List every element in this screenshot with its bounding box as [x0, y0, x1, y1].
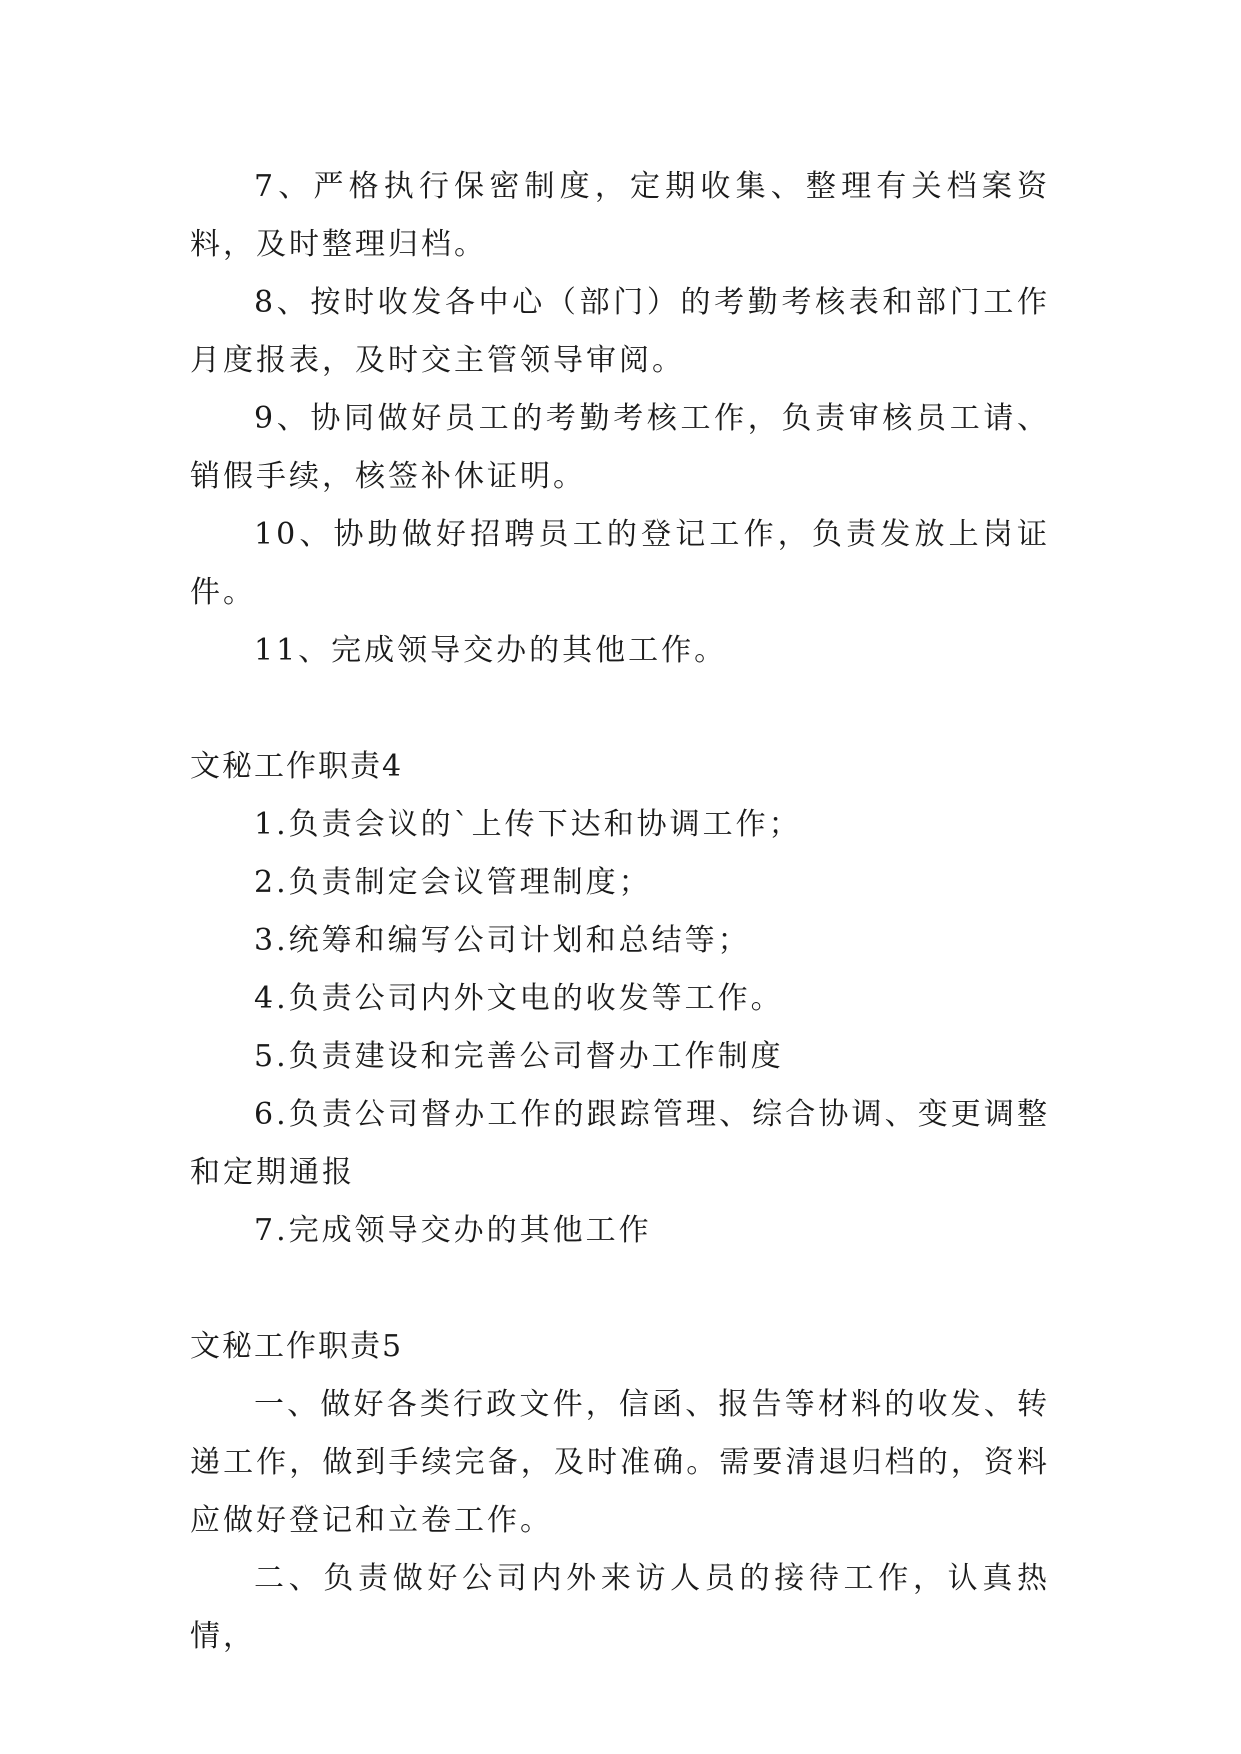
paragraph-item: 10、协助做好招聘员工的登记工作，负责发放上岗证件。 — [190, 517, 1050, 610]
paragraph-item: 9、协同做好员工的考勤考核工作，负责审核员工请、销假手续，核签补休证明。 — [190, 401, 1050, 494]
list-item: 7.完成领导交办的其他工作 — [254, 1213, 652, 1248]
list-item: 2.负责制定会议管理制度； — [254, 865, 652, 900]
paragraph-item: 11、完成领导交办的其他工作。 — [254, 633, 728, 668]
list-item: 1.负责会议的`上传下达和协调工作； — [254, 807, 802, 842]
paragraph-item: 一、做好各类行政文件，信函、报告等材料的收发、转递工作，做到手续完备，及时准确。需要清退归档的，资料应做好登记和立卷工作。 — [190, 1387, 1050, 1538]
document-body — [190, 158, 1050, 1666]
section-gap — [190, 680, 1050, 738]
section-heading: 文秘工作职责4 — [190, 749, 404, 784]
list-item: 6.负责公司督办工作的跟踪管理、综合协调、变更调整和定期通报 — [190, 1097, 1050, 1190]
list-item: 3.统筹和编写公司计划和总结等； — [254, 923, 751, 958]
section-heading: 文秘工作职责5 — [190, 1329, 404, 1364]
list-item: 5.负责建设和完善公司督办工作制度 — [254, 1039, 784, 1074]
paragraph-item: 二、负责做好公司内外来访人员的接待工作，认真热情， — [190, 1561, 1050, 1654]
list-item: 4.负责公司内外文电的收发等工作。 — [254, 981, 784, 1016]
section-gap — [190, 1260, 1050, 1318]
paragraph-item: 7、严格执行保密制度，定期收集、整理有关档案资料，及时整理归档。 — [190, 169, 1050, 262]
paragraph-item: 8、按时收发各中心（部门）的考勤考核表和部门工作月度报表，及时交主管领导审阅。 — [190, 285, 1050, 378]
